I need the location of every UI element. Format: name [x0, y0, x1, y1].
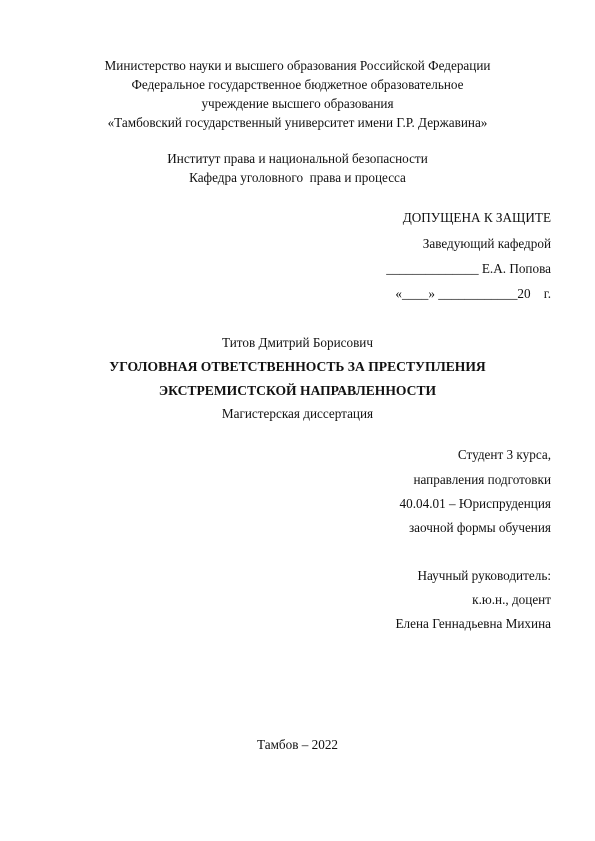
ministry-line: Министерство науки и высшего образования Российской Федерации	[104, 58, 491, 73]
institution-type-line: Федеральное государственное бюджетное образовательное	[131, 77, 464, 92]
department-line: Кафедра уголовного права и процесса	[189, 170, 406, 185]
thesis-title-line1: УГОЛОВНАЯ ОТВЕТСТВЕННОСТЬ ЗА ПРЕСТУПЛЕНИЯ	[109, 359, 486, 374]
approval-date: «____» ____________20 г.	[395, 286, 551, 301]
author-name: Титов Дмитрий Борисович	[222, 335, 373, 350]
institute-line: Институт права и национальной безопасности	[167, 151, 428, 166]
supervisor-name: Елена Геннадьевна Михина	[395, 616, 551, 631]
student-form: заочной формы обучения	[408, 520, 551, 535]
student-direction: 40.04.01 – Юриспруденция	[399, 496, 551, 511]
approval-role: Заведующий кафедрой	[422, 236, 551, 251]
city-year: Тамбов – 2022	[256, 737, 339, 752]
institution-level-line: учреждение высшего образования	[201, 96, 394, 111]
student-direction-label: направления подготовки	[413, 472, 551, 487]
thesis-title-line2: ЭКСТРЕМИСТСКОЙ НАПРАВЛЕННОСТИ	[158, 383, 437, 398]
approval-signature: ______________ Е.А. Попова	[386, 261, 551, 276]
approval-title: ДОПУЩЕНА К ЗАЩИТЕ	[402, 210, 551, 225]
supervisor-label: Научный руководитель:	[417, 568, 551, 583]
university-line: «Тамбовский государственный университет имени Г.Р. Державина»	[107, 115, 488, 130]
student-course: Студент 3 курса,	[457, 447, 551, 462]
supervisor-degree: к.ю.н., доцент	[472, 592, 551, 607]
thesis-type: Магистерская диссертация	[221, 406, 374, 421]
